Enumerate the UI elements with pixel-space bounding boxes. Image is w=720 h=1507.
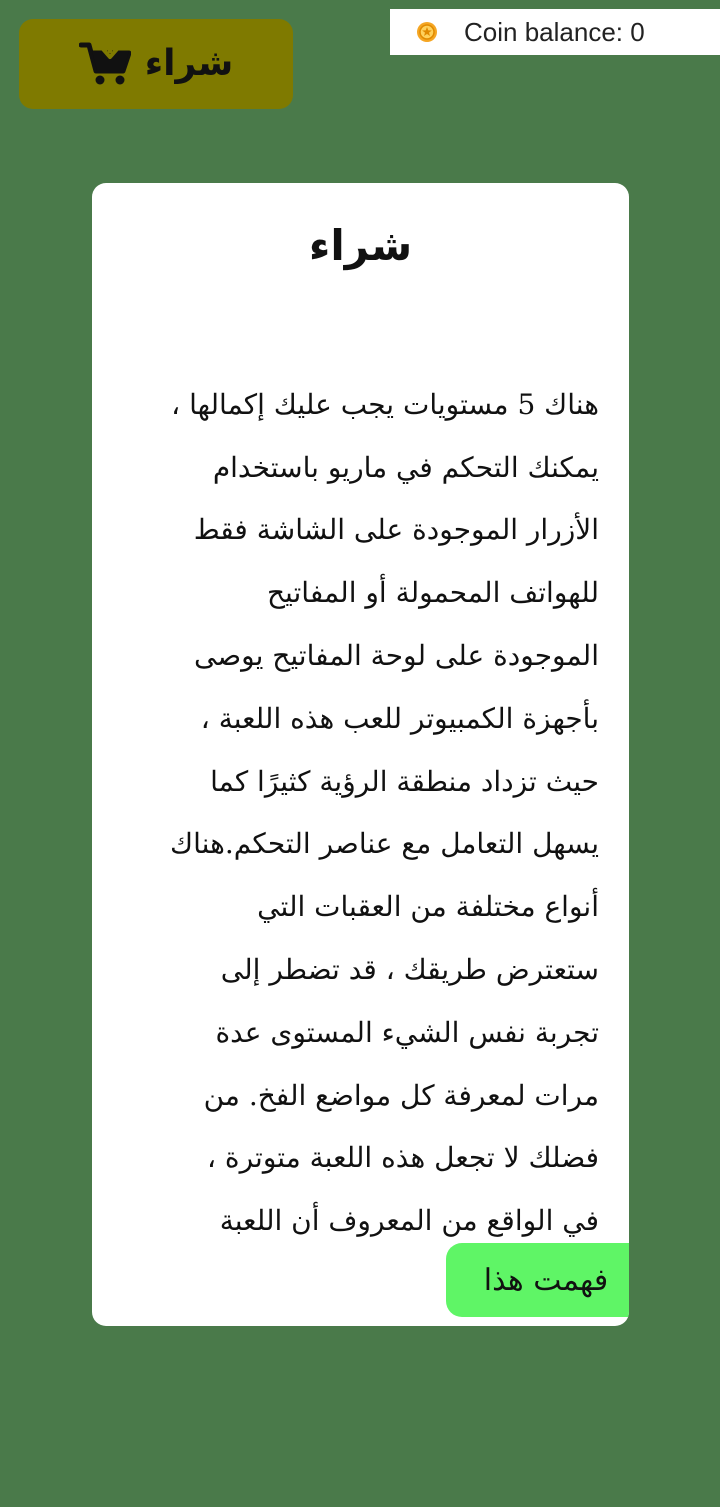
- body-line: ستعترض طريقك ، قد تضطر إلى: [220, 952, 599, 986]
- coin-icon: [416, 21, 438, 43]
- body-line: الأزرار الموجودة على الشاشة فقط: [193, 513, 599, 547]
- coin-balance-text: Coin balance: 0: [464, 16, 645, 47]
- body-line: تجربة نفس الشيء المستوى عدة: [215, 1015, 599, 1049]
- body-line: هناك 5 مستويات يجب عليك إكمالها ،: [171, 387, 599, 421]
- body-line: يسهل التعامل مع عناصر التحكم.هناك: [170, 827, 599, 861]
- buy-button-label: شراء: [144, 43, 234, 84]
- body-line: بأجهزة الكمبيوتر للعب هذه اللعبة ،: [200, 701, 599, 735]
- body-line: للهواتف المحمولة أو المفاتيح: [266, 576, 599, 610]
- body-line: حيث تزداد منطقة الرؤية كثيرًا كما: [210, 764, 599, 798]
- body-line: أنواع مختلفة من العقبات التي: [257, 890, 599, 924]
- body-line: يمكنك التحكم في ماريو باستخدام: [212, 450, 599, 484]
- body-line: في الواقع من المعروف أن اللعبة: [219, 1204, 599, 1238]
- body-line: الموجودة على لوحة المفاتيح يوصى: [194, 638, 599, 672]
- body-line: فضلك لا تجعل هذه اللعبة متوترة ،: [206, 1141, 599, 1175]
- got-it-button[interactable]: فهمت هذا: [446, 1243, 629, 1317]
- cart-download-icon: [79, 41, 131, 87]
- modal-body-text: [120, 311, 599, 1253]
- body-line: مرات لمعرفة كل مواضع الفخ. من: [203, 1078, 599, 1112]
- buy-button[interactable]: [19, 19, 293, 109]
- coin-balance-bar: [390, 9, 720, 55]
- instructions-modal: [92, 183, 629, 1326]
- modal-title: شراء: [308, 221, 413, 270]
